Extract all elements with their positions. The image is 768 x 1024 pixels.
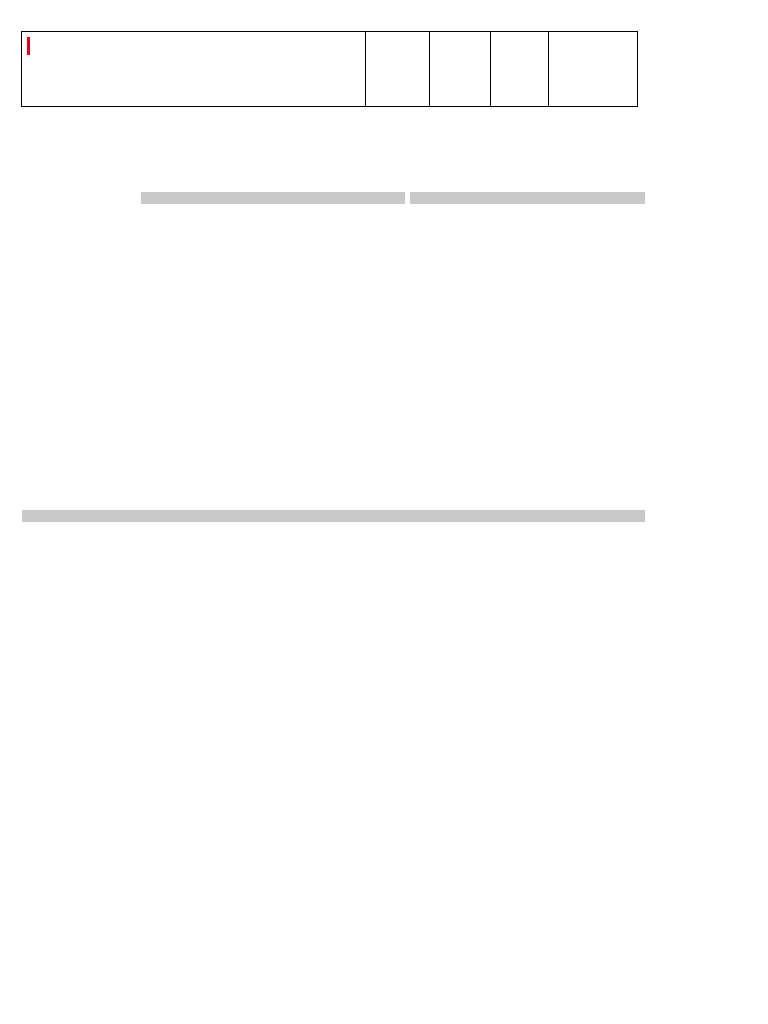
section-band	[410, 192, 645, 204]
procedure-number-header	[85, 120, 105, 176]
divider	[548, 31, 549, 107]
bdo-logo	[27, 37, 32, 55]
procedure-selected-header	[113, 120, 135, 176]
divider	[365, 31, 366, 107]
section-band	[22, 510, 645, 522]
section-band	[141, 192, 405, 204]
divider	[429, 31, 430, 107]
divider	[490, 31, 491, 107]
header-box	[21, 31, 638, 107]
